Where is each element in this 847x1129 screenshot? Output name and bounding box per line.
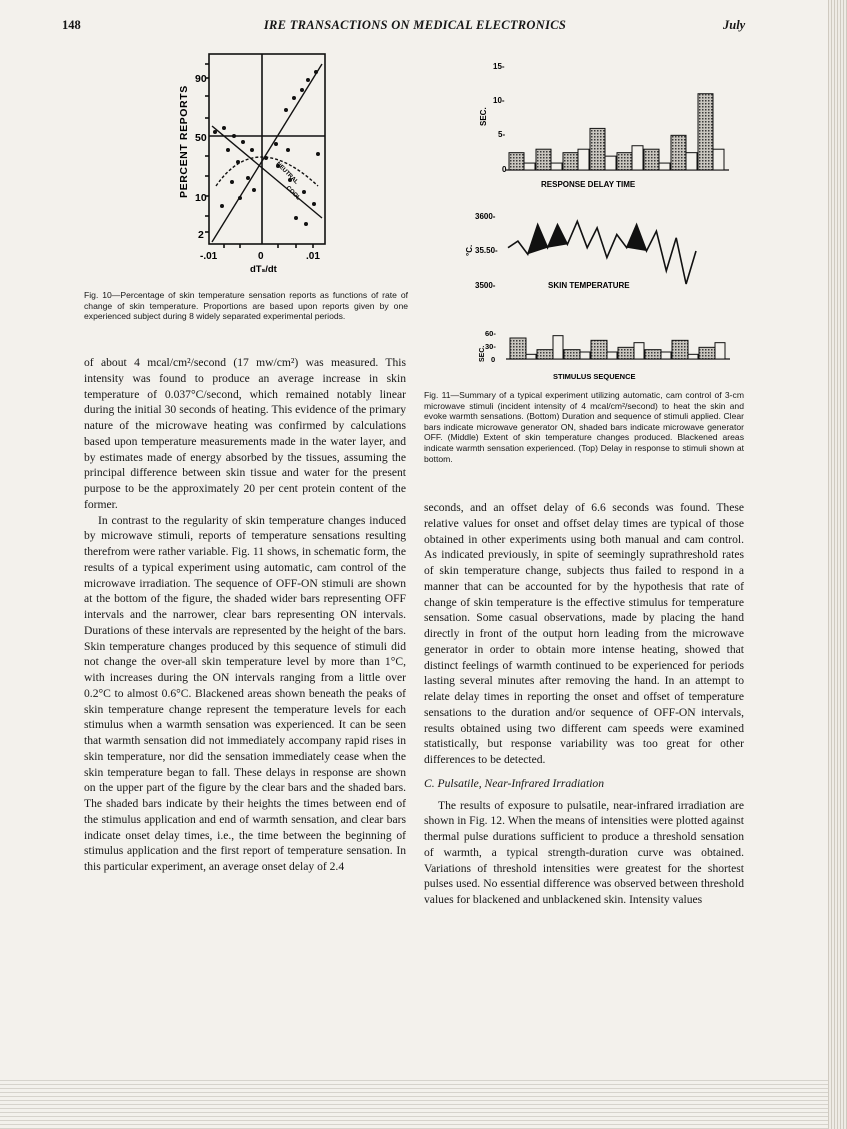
fig11-caption: Fig. 11—Summary of a typical experiment utilizing automatic, cam control of 3-cm microwave stimuli (incident intensity of 4 mcal/cm²/second) to heat the skin and evoke warmth sensations. (Bottom) Duration and sequence of stimuli applied. Clear bars indicate microwave generator ON, shaded bars indicate microwave generator OFF. (Middle) Extent of skin temperature changes produced. Blackened areas indicate warmth sensation experienced. (Top) Delay in response to stimuli shown at bottom.: [424, 390, 744, 464]
fig10-caption: Fig. 10—Percentage of skin temperature sensation reports as functions of rate of change of skin temperature. Proportions are based upon reports given by one experienced subject during 8 widely separated experimental periods.: [84, 290, 408, 322]
panel-mid-xlabel: SKIN TEMPERATURE: [548, 281, 630, 290]
shaded-bar: [618, 347, 634, 359]
clear-bar: [688, 354, 698, 359]
skin-temperature-line: [508, 221, 696, 284]
clear-bar: [634, 343, 644, 359]
panel-bot-y-tick: 60-: [485, 329, 496, 338]
panel-top-y-tick-labels: [493, 62, 507, 174]
section-heading: C. Pulsatile, Near-Infrared Irradiation: [424, 776, 605, 790]
shaded-bar: [510, 338, 526, 359]
fig10-x-tick: 0: [258, 251, 264, 262]
shaded-bar: [563, 153, 578, 170]
shaded-bar: [564, 350, 580, 359]
scan-artifact: [0, 1080, 847, 1129]
fig10-ylabel: PERCENT REPORTS: [178, 85, 190, 198]
clear-bar: [526, 354, 536, 359]
panel-top-xlabel: RESPONSE DELAY TIME: [541, 180, 636, 189]
clear-bar: [659, 163, 670, 170]
panel-top-y-tick: 10-: [493, 96, 505, 105]
warmth-sensation-area: [627, 225, 647, 251]
fig10-y-tick: 90: [195, 73, 207, 85]
left-text-column: [84, 355, 406, 875]
fig10-frame: [205, 54, 325, 248]
clear-bar: [632, 146, 643, 170]
shaded-bar: [672, 340, 688, 359]
clear-bar: [661, 352, 671, 359]
fig10-x-tick-labels: [200, 251, 320, 262]
paragraph: of about 4 mcal/cm²/second (17 mw/cm²) was measured. This intensity was found to produce an average increase in skin temperature of 0.037°C/second, which remained notably linear during the initial 30 seconds of heating. This evidence of the primary nature of the microwave heating was confirmed by calculations based upon temperature measurements made in the water layer, and by estimates made of energy absorbed by the tissues, assuming the principal difference between skin tissue and water for the present purpose to be the approximately 20 per cent protein content of the former.: [84, 356, 406, 511]
panel-bot-xlabel: STIMULUS SEQUENCE: [553, 372, 636, 381]
fig10-curve-label: NEUTRAL: [274, 161, 300, 186]
shaded-bar: [591, 340, 607, 359]
clear-bar: [578, 149, 589, 170]
panel-top-y-tick: 5-: [498, 130, 506, 139]
paragraph: seconds, and an offset delay of 6.6 seconds was found. These relative values for onset and offset delay times are typical of those obtained in other experiments using both manual and cam control. As indicated previously, in spite of seemingly suprathreshold rates of skin temperature change, subjects thus failed to respond in a manner that can be accounted for by the hypothesis that rate of change of skin temperature is the effective stimulus for temperature sensation. Some casual observations, made by placing the hand directly in front of the output horn leading from the microwave generator in order to obtain more intense heating, showed that distinct feelings of warmth continued to be experienced for periods lasting several minutes after removing the hand. In an attempt to relate delay times in reporting the onset and offset of temperature sensations to the duration and/or sequence of OFF-ON intervals, results obtained using two different cam speeds were examined statistically, but response variability was too great for other differences to be detected.: [424, 501, 744, 766]
clear-bar: [551, 163, 562, 170]
fig10-y-tick: 10: [195, 192, 207, 204]
running-header: IRE TRANSACTIONS ON MEDICAL ELECTRONICS: [263, 18, 567, 32]
fig10-xlabel: dTₛ/dt: [250, 264, 277, 275]
fig10-y-tick: 2: [198, 229, 204, 241]
panel-mid-y-tick-labels: [475, 212, 498, 290]
fig10-fit-lines: [212, 64, 322, 242]
panel-mid-line: [508, 221, 696, 284]
shaded-bar: [699, 347, 715, 359]
clear-bar: [605, 156, 616, 170]
panel-bot-bars: [506, 336, 730, 359]
panel-mid-y-tick: 3500-: [475, 281, 496, 290]
clear-bar: [713, 149, 724, 170]
shaded-bar: [536, 149, 551, 170]
panel-mid-ylabel: °C.: [465, 244, 474, 256]
clear-bar: [553, 336, 563, 359]
right-text-column: [424, 500, 744, 908]
issue-month: July: [723, 18, 746, 32]
panel-bot-y-tick: 0: [491, 355, 496, 364]
fig10-x-tick: .01: [306, 251, 320, 262]
panel-bot-y-tick: 30-: [485, 342, 496, 351]
clear-bar: [686, 153, 697, 170]
paragraph: The results of exposure to pulsatile, near-infrared irradiation are shown in Fig. 12. When the means of intensities were plotted against thermal pulse durations sufficient to produce a threshold sensation of warmth, a typical strength-duration curve was obtained. Variations of threshold intensities were greatest for the shortest pulses used. No essential difference was observed between threshold values for blackened and unblackened skin. Intensity values: [424, 798, 744, 906]
shaded-bar: [537, 350, 553, 359]
clear-bar: [524, 163, 535, 170]
fig11-figure: [462, 52, 742, 412]
clear-bar: [715, 343, 725, 359]
clear-bar: [580, 352, 590, 359]
shaded-bar: [698, 94, 713, 170]
panel-bot-ylabel: SEC.: [479, 345, 486, 362]
scan-edge: [828, 0, 847, 1129]
fig10-x-tick: -.01: [200, 251, 218, 262]
shaded-bar: [645, 350, 661, 359]
fig10-y-tick: 50: [195, 132, 207, 144]
page-number: 148: [62, 18, 81, 32]
shaded-bar: [617, 153, 632, 170]
clear-bar: [607, 352, 617, 359]
panel-mid-y-tick: 35.50-: [475, 246, 498, 255]
panel-mid-y-tick: 3600-: [475, 212, 496, 221]
panel-top-ylabel: SEC.: [479, 107, 488, 126]
shaded-bar: [644, 149, 659, 170]
fig10-graph: [168, 46, 348, 286]
panel-bot-y-tick-labels: [485, 329, 496, 364]
warmth-sensation-area: [548, 225, 568, 248]
panel-top-y-tick: 15-: [493, 62, 505, 71]
panel-top-bars: [505, 94, 729, 170]
paragraph: In contrast to the regularity of skin temperature changes induced by microwave stimuli, reports of temperature sensations resulting therefrom were rather variable. Fig. 11 shows, in schematic form, the results of a typical experiment using automatic, cam control of the microwave irradiation. The sequence of OFF-ON stimuli are shown at the bottom of the figure, the shaded wider bars representing OFF intervals and the narrower, clear bars representing ON intervals. Durations of these intervals are represented by the height of the bars. Skin temperature changes produced by this sequence of stimuli did not change the over-all skin temperature level by more than 1°C, with increases during the ON intervals ranging from a little over 0.2°C to almost 0.6°C. Blackened areas shown beneath the peaks of skin temperature change represent the temperature levels for each stimulus when a warmth sensation was experienced. It can be seen that warmth sensation did not immediately accompany rapid rises in skin temperature, nor did the sensation immediately cease when the skin temperature began to fall. These delays in response are shown on the upper part of the figure by the clear bars and the shaded bars. The shaded bars indicate by their heights the times between end of the stimulus application and end of warmth sensation, and clear bars indicate onset delay times, i.e., the time between the beginning of stimulus application and the first report of temperature sensation. In this particular experiment, an average onset delay of 2.4: [84, 513, 406, 873]
panel-top-y-tick: 0: [502, 165, 507, 174]
shaded-bar: [671, 135, 686, 170]
shaded-bar: [590, 128, 605, 170]
fig10-curve-label: COOL: [284, 185, 302, 202]
shaded-bar: [509, 153, 524, 170]
